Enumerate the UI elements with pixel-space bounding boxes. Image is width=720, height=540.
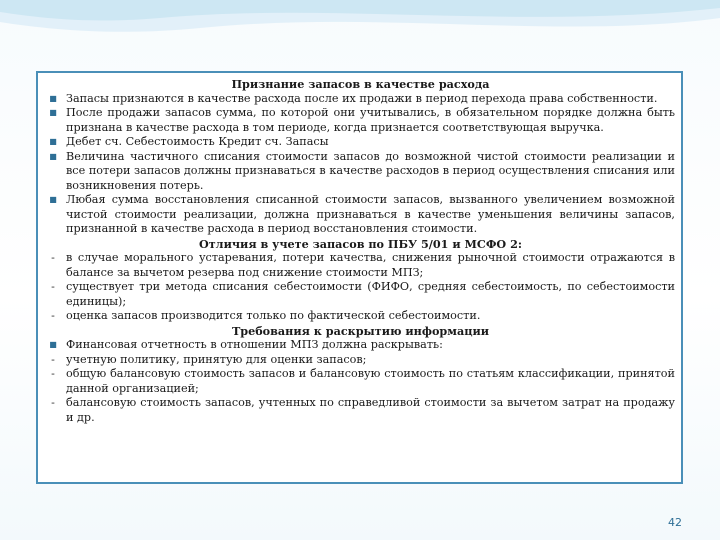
section-heading-recognition: Признание запасов в качестве расхода — [231, 77, 490, 91]
item-text: Величина частичного списания стоимости запасов до возможной чистой стоимости реализации и все потери запасов должны признаваться в качестве расходов в период осуществления списания или возникновения потерь. — [66, 149, 675, 192]
content-frame — [36, 71, 683, 484]
item-text: в случае морального устаревания, потери качества, снижения рыночной стоимости отражаются в балансе за вычетом резерва под снижение стоимости МПЗ; — [66, 251, 675, 279]
section-heading-differences: Отличия в учете запасов по ПБУ 5/01 и МСФО 2: — [199, 236, 522, 251]
list-item — [46, 135, 675, 150]
list-item — [46, 150, 675, 194]
square-bullet-icon: ■ — [49, 137, 57, 146]
item-text: Дебет сч. Себестоимость Кредит сч. Запасы — [66, 135, 329, 148]
section-heading-disclosure: Требования к раскрытию информации — [231, 323, 490, 338]
list-item — [46, 338, 675, 353]
list-item — [46, 367, 675, 396]
dash-bullet-icon: - — [51, 396, 55, 409]
item-text: балансовую стоимость запасов, учтенных по справедливой стоимости за вычетом затрат на продажу и др. — [66, 396, 675, 424]
item-text: Любая сумма восстановления списанной стоимости запасов, вызванного увеличением возможной чистой стоимости реализации, должна признаваться в качестве уменьшения величины запасов, признанной в качестве расхода в период восстановления стоимости. — [66, 193, 675, 235]
dash-bullet-icon: - — [51, 251, 55, 264]
item-text: существует три метода списания себестоимости (ФИФО, средняя себестоимость, по себестоимости единицы); — [66, 280, 675, 308]
list-item — [46, 251, 675, 280]
list-item — [46, 309, 675, 324]
list-item — [46, 106, 675, 135]
square-bullet-icon: ■ — [49, 195, 57, 204]
dash-bullet-icon: - — [51, 309, 55, 322]
item-text: Финансовая отчетность в отношении МПЗ должна раскрывать: — [66, 338, 443, 351]
list-item — [46, 92, 675, 107]
item-text: После продажи запасов сумма, по которой они учитывались, в обязательном порядке должна быть признана в качестве расхода в том периоде, когда признается соответствующая выручка. — [66, 106, 675, 134]
list-item — [46, 280, 675, 309]
recognition-list — [46, 92, 675, 237]
dash-bullet-icon: - — [51, 367, 55, 380]
square-bullet-icon: ■ — [49, 340, 57, 349]
square-bullet-icon: ■ — [49, 93, 57, 103]
item-text: Запасы признаются в качестве расхода после их продажи в период перехода права собственности. — [66, 91, 658, 105]
item-text: учетную политику, принятую для оценки запасов; — [66, 352, 367, 366]
item-text: общую балансовую стоимость запасов и балансовую стоимость по статьям классификации, принятой данной организацией; — [66, 367, 675, 395]
differences-list — [46, 251, 675, 324]
page-number: 42 — [668, 516, 682, 529]
disclosure-list — [46, 338, 675, 425]
square-bullet-icon: ■ — [49, 108, 57, 117]
item-text: оценка запасов производится только по фактической себестоимости. — [66, 309, 481, 322]
list-item — [46, 396, 675, 425]
dash-bullet-icon: - — [51, 352, 55, 366]
list-item — [46, 353, 675, 368]
dash-bullet-icon: - — [51, 280, 55, 293]
square-bullet-icon: ■ — [49, 151, 57, 161]
list-item — [46, 193, 675, 237]
decorative-wave — [0, 0, 720, 70]
